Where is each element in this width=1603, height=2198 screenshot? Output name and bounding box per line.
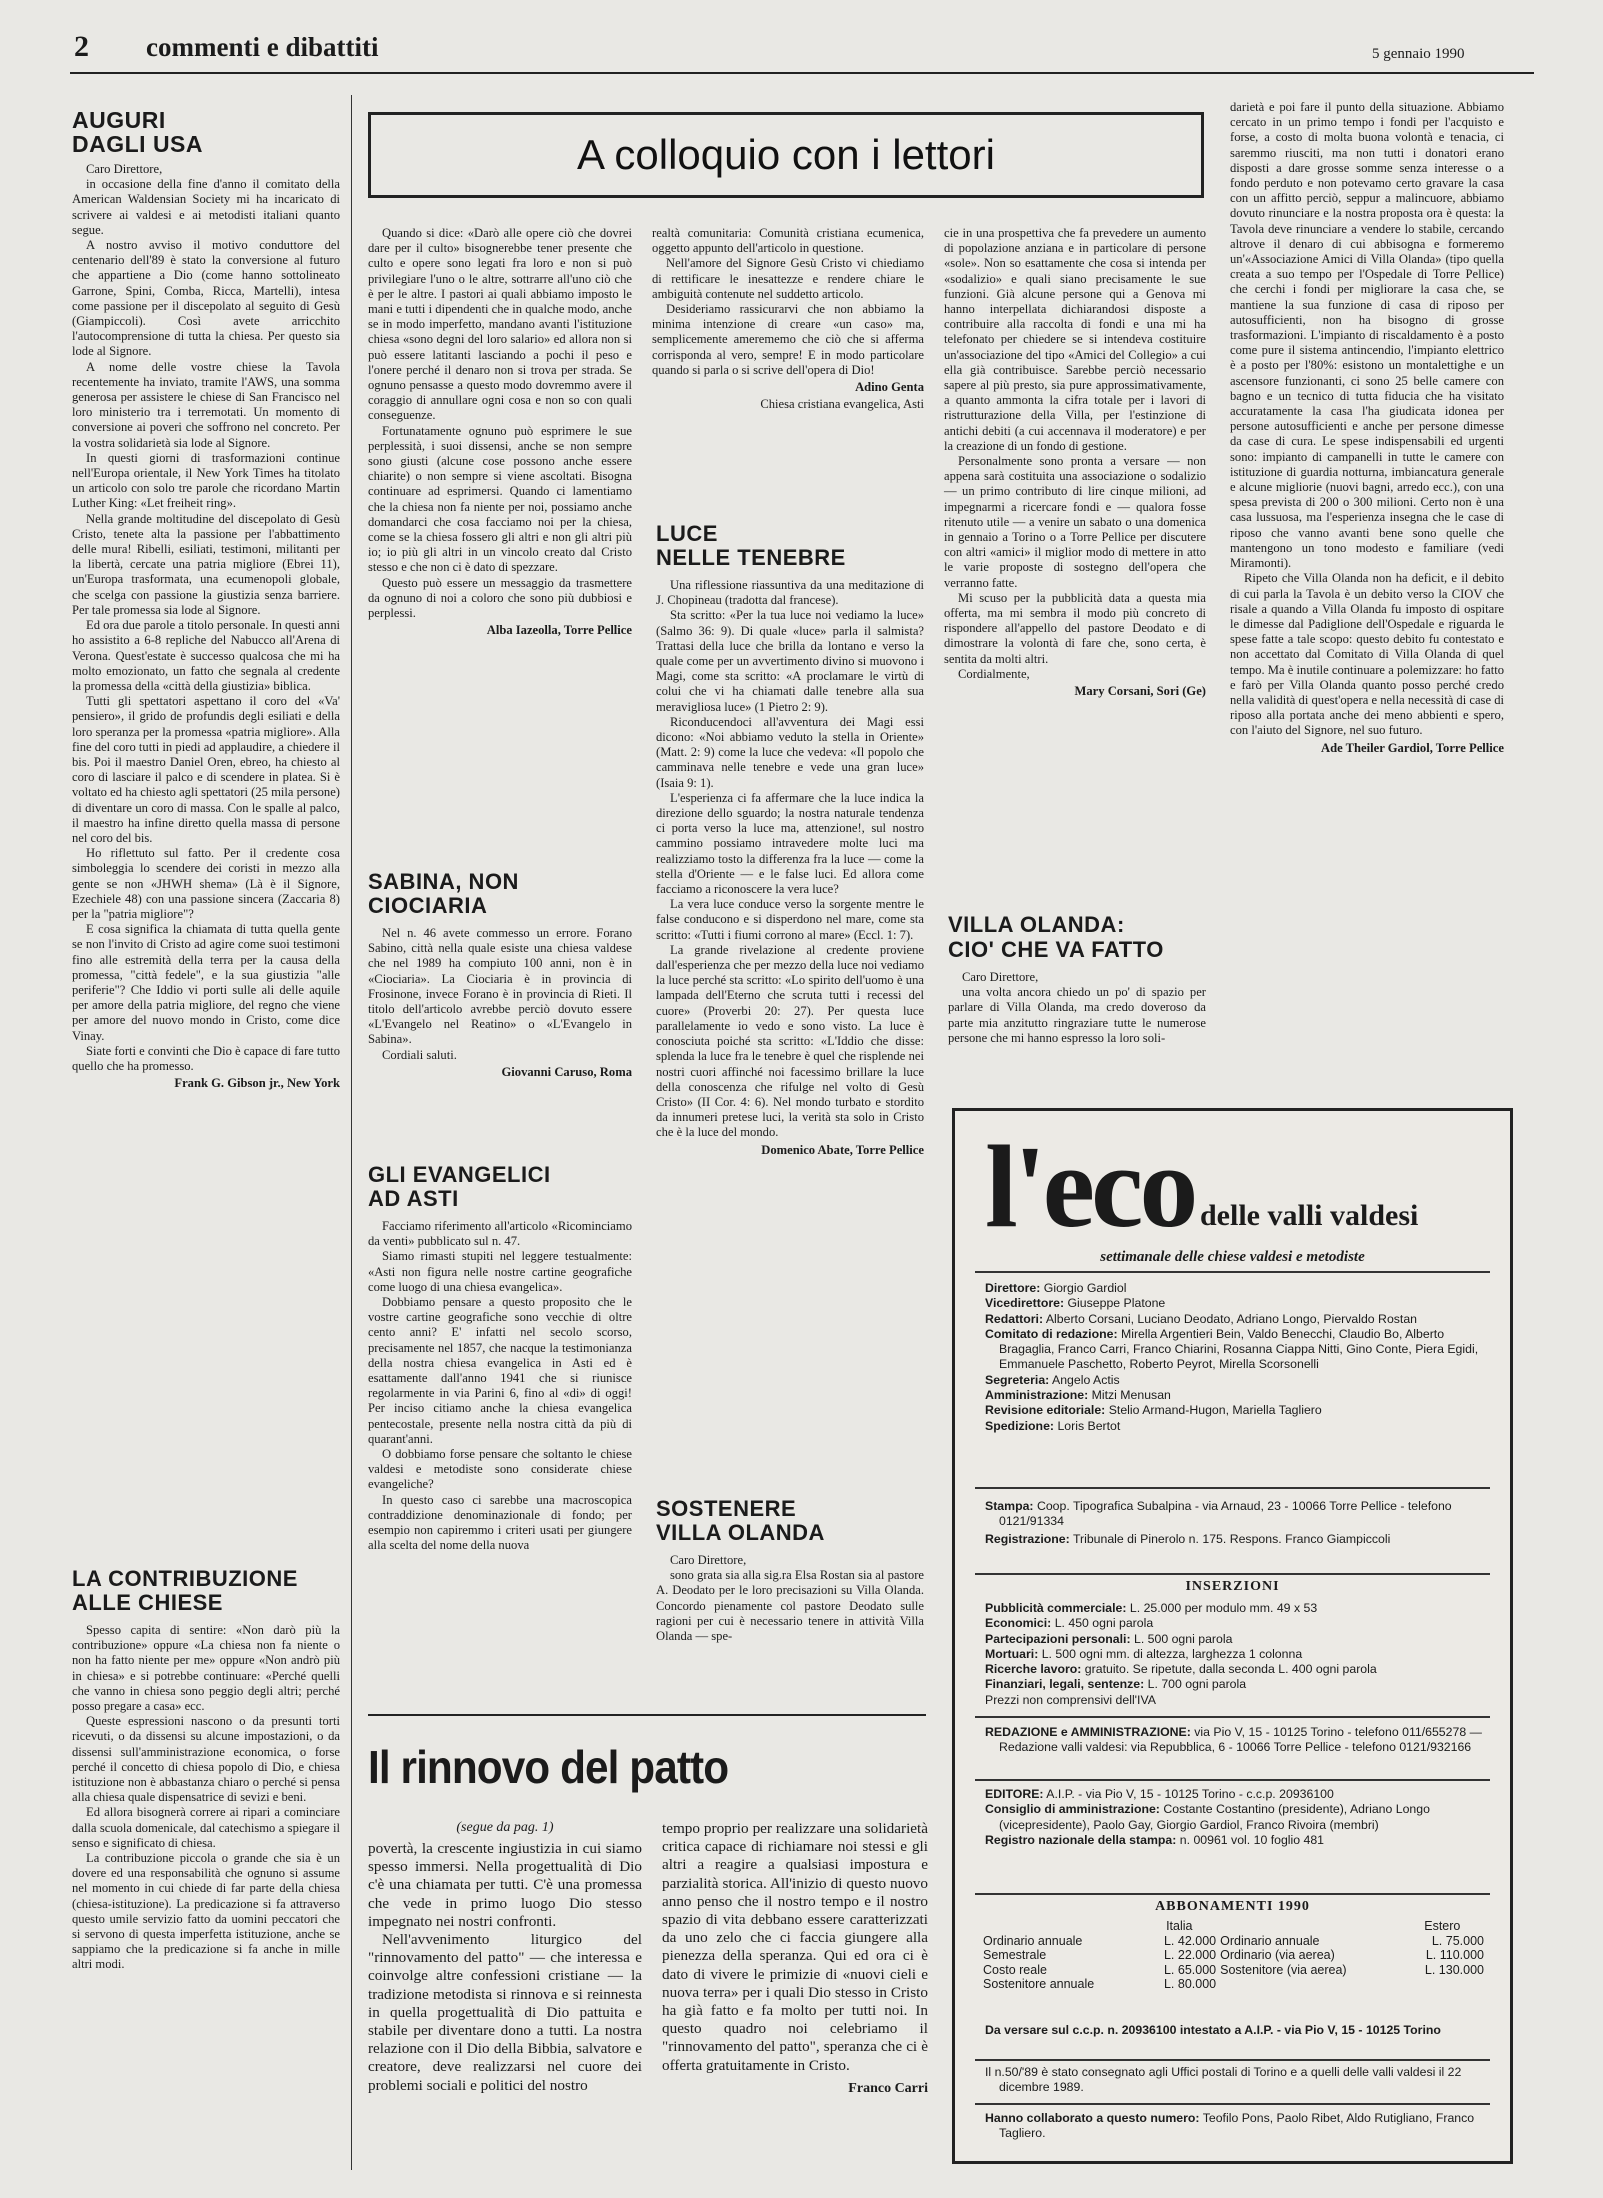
paragraph: Fortunatamente ognuno può esprimere le sue perplessità, i suoi dissensi, anche se non sempre sono giusti (alcune cose possono anche essere chiarite) o non sempre si viene ascoltati. Bisogna continuare ad esprimersi. Quando ci lamentiamo che la chiesa non fa niente per noi, possiamo anche domandarci che cosa facciamo noi per la chiesa, come se la chiesa fossero gli altri e non gli altri più io; io più gli altri in un vincolo creato dal Cristo stesso e che non ci è dato di spezzare. bbox=[368, 423, 632, 575]
paragraph: E cosa significa la chiamata di tutta quella gente se non l'invito di Cristo ad agire come suoi testimoni fino alle estremità della terra per la causa della promessa, "città fedele", e la sua giustizia "alle periferie"? Che Iddio vi porti sulle ali delle aquile per amore della patria migliore, del regno che viene per amore del nuovo mondo in Cristo, come dice Vinay. bbox=[72, 922, 340, 1043]
paragraph: una volta ancora chiedo un po' di spazio per parlare di Villa Olanda, ma credo doveroso da parte mia anzitutto ringraziare tutte le numerose persone che mi hanno espresso la loro soli- bbox=[948, 985, 1206, 1045]
auguri-article bbox=[72, 108, 340, 1091]
luce-signature: Domenico Abate, Torre Pellice bbox=[761, 1142, 924, 1157]
paragraph: Cordiali saluti. bbox=[382, 1047, 457, 1062]
rinnovo-continued: (segue da pag. 1) bbox=[456, 1820, 554, 1835]
inserzioni-list bbox=[985, 1601, 1488, 1708]
eco-redazione bbox=[985, 1725, 1488, 1756]
paragraph: Questo può essere un messaggio da trasmettere da ognuno di noi a coloro che sono più dubbiosi e perplessi. bbox=[368, 575, 632, 621]
paragraph: Siate forti e convinti che Dio è capace di fare tutto quello che ha promesso. bbox=[72, 1043, 340, 1073]
eco-subtitle: delle valli valdesi bbox=[1200, 1199, 1419, 1232]
paragraph: Caro Direttore, bbox=[670, 1553, 747, 1567]
eco-staff-list bbox=[985, 1281, 1488, 1434]
sabina-title-1: SABINA, NON bbox=[368, 869, 519, 894]
rinnovo-column-1 bbox=[368, 1820, 642, 2095]
header-rule bbox=[70, 72, 1534, 74]
registrazione-row: Registrazione: Tribunale di Pinerolo n. 175. Respons. Franco Giampiccoli bbox=[985, 1531, 1391, 1546]
contribuzione-title-2: ALLE CHIESE bbox=[72, 1590, 223, 1615]
abbonamenti-table bbox=[981, 1919, 1486, 1992]
paragraph: Ed ora due parole a titolo personale. In questi anni ho assistito a 6-8 repliche del Nabucco all'Arena di Verona. Quest'estate è successo qualcosa che mi ha molto emozionato, un fatto che segnala al credente la promessa della «città della giustizia» biblica. bbox=[72, 618, 340, 693]
rinnovo-signature: Franco Carri bbox=[848, 2080, 928, 2096]
paragraph: A nome delle vostre chiese la Tavola recentemente ha inviato, tramite l'AWS, una somma generosa per assistere le chiese di San Francisco nel loro ministerio tra i terremotati. Un momento di conversione ai poveri che soffrono nel concreto. Per la vostra solidarietà sia lode al Signore. bbox=[72, 359, 340, 450]
colloquio-column-3 bbox=[944, 226, 1206, 699]
column-divider bbox=[351, 95, 352, 2170]
issue-date: 5 gennaio 1990 bbox=[1372, 46, 1465, 62]
rinnovo-rule bbox=[368, 1714, 926, 1716]
colloquio-signature-1: Alba Iazeolla, Torre Pellice bbox=[486, 623, 632, 638]
staff-row: Revisione editoriale: Stelio Armand-Hugon, Mariella Tagliero bbox=[985, 1403, 1322, 1418]
section-title: commenti e dibattiti bbox=[146, 32, 379, 62]
contribuzione-article bbox=[72, 1567, 340, 1973]
colloquio-signature-3: Mary Corsani, Sori (Ge) bbox=[1074, 684, 1206, 699]
abb-row: Semestrale L. 22.000 Ordinario (via aerea) L. 110.000 bbox=[983, 1948, 1484, 1963]
paragraph: La vera luce conduce verso la sorgente mentre le false conducono e si disperdono nel mare, come sta scritto: «Tutti i fiumi corrono al mare» (Eccl. 1: 7). bbox=[656, 897, 924, 942]
paragraph: tempo proprio per realizzare una solidarietà critica capace di richiamare noi stessi e gli altri a reagire a qualsiasi imposturа e parzialità storica. All'inizio di questo nuovo anno penso che il nostro tempo e il nostro spazio di vita debbano essere caratterizzati da uno zelo che ci faccia giungere alla pienezza della speranza. Qui ed ora ci è dato di vivere le primizie di «nuovi cieli e nuova terra» per i quali Dio stesso in Cristo ha già fatto e fa molto per tutti noi. In questo quadro noi celebriamo il "rinnovamento del patto", speranza che ci è offerta gratuitamente in Cristo. bbox=[662, 1820, 928, 2074]
auguri-title-1: AUGURI bbox=[72, 107, 166, 133]
inserzioni-row: Finanziari, legali, sentenze: L. 700 ogni parola bbox=[985, 1677, 1247, 1692]
paragraph: Nell'avvenimento liturgico del "rinnovamento del patto" — che interessa e coinvolge altre confessioni cristiane — la tradizione metodista si rinnova e si reinnesta in quella progettualità di Dio pattuita e stabile per diventare dono a tutti. La nostra relazione con il Dio della Bibbia, salvatore e creatore, deve realizzarsi nel cuore dei problemi sociali e politici del nostro bbox=[368, 1931, 642, 2094]
abb-row: Sostenitore annuale L. 80.000 bbox=[983, 1977, 1217, 1992]
eco-divider bbox=[975, 1893, 1490, 1895]
staff-row: Spedizione: Loris Bertot bbox=[985, 1418, 1121, 1433]
paragraph: Personalmente sono pronta a versare — non appena sarà costituita una associazione o sodalizio — un primo contributo di lire cinque milioni, ad impegnarmi a ricercare fondi e — qualora fosse ritenuto utile — a venire un sabato o una domenica in gennaio a Torino o a Torre Pellice per discutere con altri «amici» il miglior modo di mettere in atto le varie proposte di sostegno dell'opera che verranno fatte. bbox=[944, 454, 1206, 590]
paragraph: O dobbiamo forse pensare che soltanto le chiese valdesi e metodiste sono considerate chiese evangeliche? bbox=[368, 1447, 632, 1492]
eco-masthead-box bbox=[952, 1108, 1513, 2164]
paragraph: Mi scuso per la pubblicità data a questa mia offerta, ma mi sembra il modo più concreto di rispondere all'appello del pastore Deodato e di dimostrare la volontà di fare che, sono certa, è sentita da molti altri. bbox=[944, 590, 1206, 666]
staff-row: Redattori: Alberto Corsani, Luciano Deodato, Adriano Longo, Piervaldo Rostan bbox=[985, 1311, 1418, 1326]
staff-row: Amministrazione: Mitzi Menusan bbox=[985, 1388, 1171, 1403]
paragraph: La grande rivelazione al credente proviene dall'esperienza che per mezzo della luce noi vediamo la luce perché sta scritto: «Lo spirito dell'uomo è una lampada dell'Eterno che scruta tutti i recessi del cuore» (Proverbi 20: 27). Per questa luce parallelamente io vedo e sono visto. La luce è conosciuta poiché sta scritto: «L'Iddio che disse: splenda la luce fra le tenebre è quel che risplende nei nostri cuori affinché noi facessimo brillare la luce della conoscenza che rifulge nel volto di Gesù Cristo» (II Cor. 4: 6). Nel mondo turbato e stordito da innumeri pretese luci, la verità sta solo in Cristo che è la luce del mondo. bbox=[656, 942, 924, 1140]
staff-row: Segreteria: Angelo Actis bbox=[985, 1372, 1120, 1387]
paragraph: Spesso capita di sentire: «Non darò più la contribuzione» oppure «La chiesa non fa niente o non ha fatto niente per me» oppure «Non andrò più in chiesa» e si potrebbe continuare: «Perché quelli che vanno in chiesa sono peggio degli altri; perché posso pregare a casa» ecc. bbox=[72, 1623, 340, 1714]
paragraph: In questi giorni di trasformazioni continue nell'Europa orientale, il New York Times ha titolato un articolo con solo tre parole che ricordano Martin Luther King: «Let freiheit ring». bbox=[72, 450, 340, 511]
contribuzione-title-1: LA CONTRIBUZIONE bbox=[72, 1566, 298, 1591]
eco-divider bbox=[975, 1779, 1490, 1781]
paragraph: in occasione della fine d'anno il comitato della American Waldensian Society mi ha incaricato di scrivere ai valdesi e ai metodisti italiani quanto segue. bbox=[72, 177, 340, 237]
paragraph: L'esperienza ci fa affermare che la luce indica la direzione dello sguardo; la nostra naturale tendenza ci porta verso la luce ma, attenzione!, sul nostro cammino possiamo intravedere molte luci ma realizziamo tosto la differenza fra la luce — come la stella d'Oriente — e le false luci. Ed allora come facciamo a riconoscere la vera luce? bbox=[656, 790, 924, 897]
sostenere-title-2: VILLA OLANDA bbox=[656, 1520, 825, 1545]
luce-title-2: NELLE TENEBRE bbox=[656, 545, 846, 570]
registro-row: Registro nazionale della stampa: n. 00961 vol. 10 foglio 481 bbox=[985, 1832, 1325, 1847]
editore-row: EDITORE: A.I.P. - via Pio V, 15 - 10125 Torino - c.c.p. 20936100 bbox=[985, 1787, 1334, 1801]
colloquio-column-2 bbox=[652, 226, 924, 412]
paragraph: La contribuzione piccola o grande che sia è un dovere ed una responsabilità che ognuno si assume nel momento in cui chiede di far parte della chiesa (chiesa-istituzione). La predicazione si fa attraverso questo umile servizio fatto da uomini peccatori che si servono di questa imperfetta istituzione, anche se sappiamo che la predicazione si fa anche in mille altri modi. bbox=[72, 1851, 340, 1972]
versare-note: Da versare sul c.c.p. n. 20936100 intestato a A.I.P. - via Pio V, 15 - 10125 Torino bbox=[985, 2023, 1441, 2037]
page-number: 2 bbox=[74, 30, 89, 63]
sostenere-article bbox=[656, 1497, 924, 1644]
paragraph: Ripeto che Villa Olanda non ha deficit, e il debito di cui parla la Tavola è un debito verso la CIOV che risale a quando a Villa Olanda fu imposto di ospitare le dimesse dal Padiglione dell'Ospedale e riguarda le spese fatte a tale scopo: questo debito fu contestato e non accettato dal Comitato di Villa Olanda di quel tempo. Ma è inutile continuare a polemizzare: ho fatto e farò per Villa Olanda quanto posso perché credo nella validità di quest'opera e nella necessità di case di riposo alla portata anche dei meno abbienti e spero, con l'aiuto del Signore, nel suo futuro. bbox=[1230, 571, 1504, 738]
rinnovo-title: Il rinnovo del patto bbox=[368, 1741, 729, 1793]
paragraph: realtà comunitaria: Comunità cristiana ecumenica, oggetto appunto dell'articolo in questione. bbox=[652, 226, 924, 256]
eco-editore bbox=[985, 1787, 1488, 1848]
paragraph: Tutti gli spettatori aspettano il coro del «Va' pensiero», il grido de profundis degli esiliati e della loro speranza per la promessa «patria migliore». Alla fine del coro tutti in piedi ad applaudire, a chiedere il bis. Poi il maestro Daniel Oren, ebreo, ha chiesto al coro di lasciare il palco e di scendere in platea. Si è voltato ed ha chiesto agli spettatori (25 mila persone) di diventare un coro di massa. Con le spalle al palco, il maestro ha infine diretto quella massa di persone nel coro del bis. bbox=[72, 694, 340, 845]
paragraph: Queste espressioni nascono o da presunti torti ricevuti, o da dissensi su alcune impostazioni, o da dissensi sull'amministrazione economica, o forse perché il concetto di chiesa popolo di Dio, e chiesa istituzione non è abbastanza chiaro o perché si pensa alla chiesa quale dispensatrice di sevizi e beni. bbox=[72, 1714, 340, 1805]
nota-text: Il n.50/'89 è stato consegnato agli Uffici postali di Torino e a quelli delle valli valdesi il 22 dicembre 1989. bbox=[985, 2065, 1462, 2095]
villa-title-1: VILLA OLANDA: bbox=[948, 912, 1125, 937]
paragraph: Nell'amore del Signore Gesù Cristo vi chiediamo di rettificare le inesattezze e rendere chiare le ambiguità contenute nel suddetto articolo. bbox=[652, 256, 924, 301]
paragraph: Quando si dice: «Darò alle opere ciò che dovrei dare per il culto» bisognerebbe tener presente che culto e opere sono legati fra loro e non si può privilegiare l'uno o le altre, sottrarre all'uno ciò che è per le altre. I pastori ai quali abbiamo imposto le mani e tutti i dipendenti che in qualche modo, anche se in modo imperfetto, mandano avanti l'istituzione chiesa «sono degni del loro salario» ed allora non si può essere latitanti lasciando a pochi il peso e l'onere perché il denaro non si trova per strada. Se ognuno pensasse a questo modo dovremmo avere il coraggio di annullare ogni cosa e non so con quali conseguenze. bbox=[368, 226, 632, 423]
stampa-row: Stampa: Coop. Tipografica Subalpina - via Arnaud, 23 - 10066 Torre Pellice - telefono 0121/91334 bbox=[985, 1499, 1452, 1529]
sabina-article bbox=[368, 870, 632, 1080]
inserzioni-row: Pubblicità commerciale: L. 25.000 per modulo mm. 49 x 53 bbox=[985, 1601, 1318, 1615]
eco-divider bbox=[975, 1271, 1490, 1273]
paragraph: Dobbiamo pensare a questo proposito che le vostre cartine geografiche sono vecchie di oltre cento anni? E' infatti nel secolo scorso, precisamente nel 1857, che nacque la testimonianza della nostra chiesa evangelica in Asti ed è esattamente dall'anno 1941 che si riunisce regolarmente in via Parini 6, fino al «di» di oggi! Per inciso citiamo anche la chiesa evangelica pentecostale, presente nella nostra città da più di quarant'anni. bbox=[368, 1295, 632, 1446]
paragraph: darietà e poi fare il punto della situazione. Abbiamo cercato in un primo tempo i fondi per l'acquisto e forse, a costo di molta buona volontà e tenacia, ci saremmo riusciti, ma non tutti i donatori erano disposti a dare grosse somme senza interesse o a fondo perduto e non potevamo certo gravare la casa con un affitto perciò, seppur a malincuore, abbiamo dovuto rinunciare e la nostra proposta ora è questa: la Tavola deve rinunciare a vendere lo stabile, cercando altrove il denaro di cui abbisogna e formeremo un'«Associazione Amici di Villa Olanda» (tipo quella creata a suo tempo per l'Ospedale di Torre Pellice) che cerchi i fondi per migliorare la casa che, se mantiene la sua funzione di casa di riposo per autosufficienti, non ha bisogno di grosse trasformazioni. L'impianto di riscaldamento è a posto come pure il sistema antincendio, l'impianto elettrico è a posto per l'80%: esistono un montalettighe e un ascensore funzionanti, ci sono 25 belle camere con bagno e un tecnico di tutta fiducia che ha visitato accuratamente la casa l'ha giudicata idonea per persone autosufficienti e anche per persone dimesse da case di cura. Le spese indispensabili ed urgenti sono: impianto di campanelli in tutte le camere con istituzione di guardia notturna, imbiancatura generale e alcune migliorie (nuovi bagni, arredo ecc.), con una spesa prevista di 200 o 300 milioni. Certo non è una casa lussuosa, ma l'esperienza insegna che le case di riposo che vanno avanti bene sono quelle che mantengono un tono modesto e familiare (vedi Miramonti). bbox=[1230, 100, 1504, 571]
villa-signature: Ade Theiler Gardiol, Torre Pellice bbox=[1321, 740, 1504, 755]
sabina-signature: Giovanni Caruso, Roma bbox=[501, 1064, 632, 1079]
eco-logo: l'eco bbox=[985, 1121, 1195, 1252]
eco-divider bbox=[975, 1716, 1490, 1718]
paragraph: Una riflessione riassuntiva da una meditazione di J. Chopineau (tradotta dal francese). bbox=[656, 578, 924, 608]
paragraph: povertà, la crescente ingiustizia in cui siamo spesso immersi. Nella progettualità di Dio c'è una chiamata per tutti. C'è una promessa che vede in primo luogo Dio stesso impegnato nei nostri confronti. bbox=[368, 1840, 642, 1930]
paragraph: sono grata sia alla sig.ra Elsa Rostan sia al pastore A. Deodato per le loro precisazioni su Villa Olanda. Concordo pienamente col pastore Deodato sulle ragioni per cui è necessario tenere in attività Villa Olanda — spe- bbox=[656, 1568, 924, 1644]
auguri-title-2: DAGLI USA bbox=[72, 131, 203, 157]
villa-title-2: CIO' CHE VA FATTO bbox=[948, 937, 1164, 962]
sostenere-title-1: SOSTENERE bbox=[656, 1496, 797, 1521]
paragraph: Cordialmente, bbox=[958, 666, 1030, 681]
eco-divider bbox=[975, 2059, 1490, 2061]
abb-header-row: Italia Estero bbox=[1166, 1919, 1461, 1933]
auguri-signature: Frank G. Gibson jr., New York bbox=[174, 1076, 340, 1091]
sabina-title-2: CIOCIARIA bbox=[368, 893, 488, 918]
evangelici-title-2: AD ASTI bbox=[368, 1186, 459, 1211]
paragraph: cie in una prospettiva che fa prevedere un aumento di popolazione anziana e in particolare di persone «sole». Non so esattamente che cosa si intenda per «sodalizio» e quali siano precisamente le sue funzioni. Già alcune persone qui a Genova mi hanno interpellata dichiarandosi disposte a contribuire alla raccolta di fondi e una mi ha telefonato per chiedere se si intendeva costituire un'associazione del tipo «Amici del Collegio» a cui ella già contribuisce. Sarebbe perciò necessario sapere al più presto, sia pure approssimativamente, a quanto ammonta la cifra totale per i lavori di ristrutturazione della Villa, per l'estinzione di antichi debiti (a cui accennava il moderatore) e per la creazione di un fondo di gestione. bbox=[944, 226, 1206, 453]
eco-divider bbox=[975, 1487, 1490, 1489]
inserzioni-row: Ricerche lavoro: gratuito. Se ripetute, dalla seconda L. 400 ogni parola bbox=[985, 1662, 1377, 1677]
luce-article bbox=[656, 522, 924, 1158]
staff-row: Vicedirettore: Giuseppe Platone bbox=[985, 1296, 1166, 1311]
inserzioni-row: Prezzi non comprensivi dell'IVA bbox=[985, 1692, 1156, 1707]
colloquio-column-1 bbox=[368, 226, 632, 638]
eco-collaborato bbox=[985, 2111, 1488, 2142]
paragraph: Facciamo riferimento all'articolo «Ricominciamo da venti» pubblicato sul n. 47. bbox=[368, 1219, 632, 1249]
paragraph: A nostro avviso il motivo conduttore del centenario dell'89 è stato la conversione al futuro che appartiene a Dio (come hanno sottolineato Garrone, Spini, Comba, Ricca, Martelli), intesa come passione per il discepolato al seguito di Gesù (Giampiccoli). Così avete arricchito l'autocomprensione di tutta la chiesa. Per questo sia lode al Signore. bbox=[72, 238, 340, 359]
paragraph: Nel n. 46 avete commesso un errore. Forano Sabino, città nella quale esiste una chiesa valdese che nel 1989 ha compiuto 100 anni, non è in «Ciociaria». La Ciociaria è in provincia di Frosinone, invece Forano è in provincia di Rieti. Il titolo dell'articolo avrebbe perciò dovuto essere «L'Evangelo nel Reatino» o «L'Evangelo in Sabina». bbox=[368, 926, 632, 1047]
inserzioni-row: Partecipazioni personali: L. 500 ogni parola bbox=[985, 1631, 1233, 1646]
rinnovo-column-2 bbox=[662, 1820, 928, 2096]
villa-continued bbox=[1230, 100, 1504, 756]
collaborato-row: Hanno collaborato a questo numero: Teofilo Pons, Paolo Ribet, Aldo Rutigliano, Franco Tagliero. bbox=[985, 2111, 1475, 2141]
paragraph: Desideriamo rassicurarvi che non abbiamo la minima intenzione di creare «un caso» ma, semplicemente amerememo che ciò che si afferma corrisponda al vero, sempre! E in modo particolare quando si parla o si scrive dell'opera di Dio! bbox=[652, 302, 924, 377]
inserzioni-row: Economici: L. 450 ogni parola bbox=[985, 1616, 1154, 1631]
inserzioni-row: Mortuari: L. 500 ogni mm. di altezza, larghezza 1 colonna bbox=[985, 1646, 1303, 1661]
paragraph: Sta scritto: «Per la tua luce noi vediamo la luce» (Salmo 36: 9). Di quale «luce» parla il salmista? Trattasi della luce che brilla da lontano e verso la quale come per un avvertimento divino si muovono i Magi, come sta scritto: «A proclamare le virtù di colui che vi ha chiamati dalle tenebre alla sua meravigliosa luce» (1 Pietro 2: 9). bbox=[656, 608, 924, 714]
eco-nota bbox=[985, 2065, 1488, 2096]
abbonamenti-title: ABBONAMENTI 1990 bbox=[1155, 1899, 1310, 1914]
colloquio-title-box bbox=[368, 112, 1204, 198]
abb-row: Costo reale L. 65.000 Sostenitore (via aerea) L. 130.000 bbox=[983, 1962, 1484, 1977]
colloquio-title: A colloquio con i lettori bbox=[577, 131, 995, 178]
eco-tagline: settimanale delle chiese valdesi e metodiste bbox=[1100, 1249, 1365, 1265]
abb-row: Ordinario annuale L. 42.000 Ordinario annuale L. 75.000 bbox=[983, 1933, 1484, 1948]
auguri-salutation: Caro Direttore, bbox=[86, 162, 163, 176]
colloquio-signature-2-place: Chiesa cristiana evangelica, Asti bbox=[760, 397, 924, 412]
evangelici-title-1: GLI EVANGELICI bbox=[368, 1162, 551, 1187]
redazione-row: REDAZIONE e AMMINISTRAZIONE: via Pio V, 15 - 10125 Torino - telefono 011/655278 — Redazione valli valdesi: via Repubblica, 6 - 10066 Torre Pellice - telefono 0121/932166 bbox=[985, 1725, 1482, 1755]
staff-row: Comitato di redazione: Mirella Argentieri Bein, Valdo Benecchi, Claudio Bo, Alberto Bragaglia, Franco Carri, Franco Chiarini, Rosanna Ciappa Nitti, Gino Conte, Piera Egidi, Emmanuele Paschetto, Roberto Peyrot, Mirella Scorsonelli bbox=[985, 1326, 1479, 1372]
paragraph: Riconducendoci all'avventura dei Magi essi dicono: «Noi abbiamo veduto la stella in Oriente» (Matt. 2: 9) come la luce che vedeva: «Il popolo che camminava nelle tenebre e vede una gran luce» (Isaia 9: 1). bbox=[656, 714, 924, 790]
inserzioni-title: INSERZIONI bbox=[1185, 1579, 1280, 1594]
villa-article bbox=[948, 912, 1206, 1046]
paragraph: Caro Direttore, bbox=[962, 970, 1039, 984]
evangelici-article bbox=[368, 1163, 632, 1553]
eco-divider bbox=[975, 2103, 1490, 2105]
consiglio-row: Consiglio di amministrazione: Costante Costantino (presidente), Adriano Longo (vicepresidente), Paolo Gay, Giorgio Gardiol, Franco Rivoira (membri) bbox=[985, 1802, 1430, 1832]
colloquio-signature-2: Adino Genta bbox=[855, 380, 924, 395]
paragraph: Ed allora bisognerà correre ai ripari a cominciare dalla scuola domenicale, dal catechismo a spiegare il senso e significato di chiesa. bbox=[72, 1805, 340, 1850]
abb-versare bbox=[985, 2023, 1488, 2038]
eco-divider bbox=[975, 1573, 1490, 1575]
paragraph: Nella grande moltitudine del discepolato di Gesù Cristo, tenete alta la passione per l'abbattimento delle mura! Ribelli, esiliati, testimoni, militanti per la libertà, cercate una patria migliore (Ebrei 11), un'Europa trasformata, una ecumenopoli globale, che scelga con passione la giustizia senza barriere. Per tale promessa sia lode al Signore. bbox=[72, 511, 340, 617]
staff-row: Direttore: Giorgio Gardiol bbox=[985, 1281, 1127, 1295]
luce-title-1: LUCE bbox=[656, 521, 718, 546]
paragraph: Ho riflettuto sul fatto. Per il credente cosa simboleggia lo scendere dei coristi in mezzo alla gente se non «JHWH shema» (Là è il Signore, Ezechiele 48) con una passione sincera (Zaccaria 8) per la "patria migliore"? bbox=[72, 846, 340, 921]
paragraph: In questo caso ci sarebbe una macroscopica contraddizione denominazionale di fondo; per esempio non capiremmo i criteri usati per giungere alla scelta del nome della nuova bbox=[368, 1492, 632, 1553]
paragraph: Siamo rimasti stupiti nel leggere testualmente: «Asti non figura nelle nostre cartine geografiche come luogo di una chiesa evangelica». bbox=[368, 1249, 632, 1294]
eco-stampa bbox=[985, 1499, 1488, 1547]
